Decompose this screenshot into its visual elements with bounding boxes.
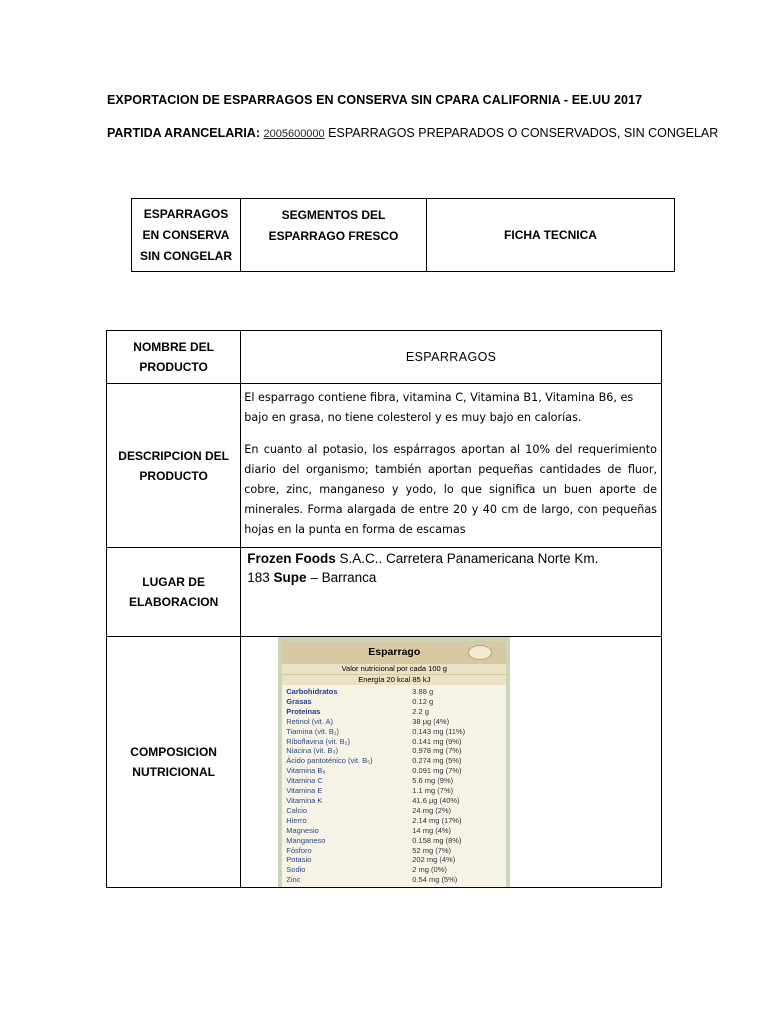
- nutrition-row: [286, 806, 502, 816]
- address-town: Supe: [273, 570, 307, 585]
- nutrient-value: 38 μg (4%): [412, 716, 450, 726]
- nutrient-value: 2.14 mg (17%): [412, 815, 462, 825]
- summary-col1-line3: SIN CONGELAR: [139, 248, 232, 263]
- nutrient-value: 52 mg (7%): [412, 845, 452, 855]
- nutrient-name: Vitamina B₆: [286, 766, 326, 776]
- description-paragraph-2: En cuanto al potasio, los espárragos aportan al 10% del requerimiento diario del organismo; también aportan pequeñas cantidades de fluor, cobre, zinc, manganeso y yodo, lo que significa un buen aporte de minerales. Forma alargada de entre 20 y 40 cm de largo, con pequeñas hojas en la punta en forma de escamas: [244, 443, 657, 536]
- summary-col2-line1: SEGMENTOS DEL: [281, 208, 386, 222]
- nutrient-name: Calcio: [286, 805, 308, 815]
- document-title: EXPORTACION DE ESPARRAGOS EN CONSERVA SIN CPARA CALIFORNIA - EE.UU 2017: [107, 93, 643, 107]
- place-label-line1: LUGAR DE: [142, 575, 205, 589]
- address-rest: – Barranca: [306, 570, 377, 585]
- plate-icon: [468, 645, 492, 660]
- nutrient-value: 0.143 mg (11%): [412, 726, 466, 736]
- nutrition-row: [286, 865, 502, 875]
- nutrient-value: 0.274 mg (5%): [412, 756, 462, 766]
- nutrient-name: Zinc: [286, 875, 301, 885]
- nutrition-row: [286, 687, 502, 697]
- nutrient-name: Magnesio: [286, 825, 319, 835]
- nutrition-label-line1: COMPOSICION: [130, 745, 217, 759]
- summary-cell-segmentos: [241, 199, 427, 272]
- nutrition-row: [286, 846, 502, 856]
- nutrition-row: [286, 816, 502, 826]
- nutrient-value: 14 mg (4%): [412, 825, 452, 835]
- nutrient-name: Vitamina K: [286, 795, 323, 805]
- nutrition-label-line2: NUTRICIONAL: [132, 765, 215, 779]
- nutrition-row: [286, 727, 502, 737]
- nutrition-infobox-image: [278, 637, 510, 887]
- nutrition-row: [286, 875, 502, 885]
- address-km: 183: [247, 570, 274, 585]
- nutrition-row: [286, 766, 502, 776]
- nutrient-name: Ácido pantoténico (vit. B₅): [286, 756, 373, 766]
- nutrient-name: Grasas: [286, 696, 312, 706]
- product-name-value: ESPARRAGOS: [241, 331, 662, 384]
- nutrition-row: [286, 746, 502, 756]
- nutrition-infobox-subtitle-1: Valor nutricional por cada 100 g: [282, 663, 506, 674]
- product-name-label-line1: NOMBRE DEL: [133, 340, 214, 354]
- nutrition-infobox-title: Esparrago: [368, 646, 421, 658]
- nutrition-row: [286, 707, 502, 717]
- nutrition-row: [286, 737, 502, 747]
- nutrient-name: Riboflavina (vit. B₂): [286, 736, 351, 746]
- place-label: [107, 548, 241, 637]
- nutrient-value: 0.141 mg (9%): [412, 736, 462, 746]
- summary-table: [131, 198, 675, 272]
- nutrient-value: 0.978 mg (7%): [412, 746, 462, 756]
- summary-col1-line1: ESPARRAGOS: [143, 206, 229, 221]
- nutrient-name: Carbohidratos: [286, 687, 338, 696]
- nutrition-row: [286, 756, 502, 766]
- summary-col2-line2: ESPARRAGO FRESCO: [268, 229, 399, 243]
- description-paragraph-1: El esparrago contiene fibra, vitamina C, Vitamina B1, Vitamina B6, es bajo en grasa, no tiene colesterol y es muy bajo en calorías.: [244, 391, 634, 424]
- nutrient-name: Potasio: [286, 855, 312, 865]
- nutrition-row: [286, 855, 502, 865]
- nutrient-name: Tiamina (vit. B₁): [286, 726, 339, 736]
- nutrient-name: Niacina (vit. B₃): [286, 746, 339, 756]
- nutrient-name: Fósforo: [286, 845, 312, 855]
- nutrition-value-cell: [241, 637, 662, 888]
- nutrition-infobox-header: [282, 641, 506, 663]
- summary-cell-conserva: [132, 199, 241, 272]
- nutrient-name: Manganeso: [286, 835, 326, 845]
- company-name: Frozen Foods: [247, 551, 336, 566]
- nutrient-name: Hierro: [286, 815, 307, 825]
- product-name-label: [107, 331, 241, 384]
- summary-col1-line2: EN CONSERVA: [142, 227, 230, 242]
- nutrition-row: [286, 796, 502, 806]
- nutrition-row: [286, 836, 502, 846]
- nutrient-value: 0.12 g: [412, 696, 434, 706]
- nutrient-value: 2 mg (0%): [412, 865, 447, 875]
- tariff-code[interactable]: 2005600000: [263, 128, 325, 140]
- nutrient-value: 0.158 mg (8%): [412, 835, 462, 845]
- nutrient-value: 0.54 mg (5%): [412, 875, 458, 885]
- product-name-label-line2: PRODUCTO: [139, 360, 208, 374]
- nutrition-row: [286, 786, 502, 796]
- nutrition-row: [286, 776, 502, 786]
- nutrient-value: 5.6 mg (9%): [412, 776, 454, 786]
- tariff-label: PARTIDA ARANCELARIA:: [107, 126, 260, 140]
- nutrient-value: 1.1 mg (7%): [412, 786, 454, 796]
- nutrition-row: [286, 717, 502, 727]
- nutrition-label: [107, 637, 241, 888]
- nutrition-rows: [282, 685, 506, 885]
- nutrient-value: 0.091 mg (7%): [412, 766, 462, 776]
- place-value: [241, 548, 662, 637]
- nutrition-row: [286, 826, 502, 836]
- tariff-description: ESPARRAGOS PREPARADOS O CONSERVADOS, SIN CONGELAR: [328, 126, 719, 140]
- nutrition-infobox-subtitle-2: Energía 20 kcal 85 kJ: [282, 674, 506, 685]
- nutrient-name: Proteínas: [286, 706, 321, 716]
- company-address: S.A.C.. Carretera Panamericana Norte Km.: [335, 551, 599, 566]
- nutrient-value: 202 mg (4%): [412, 855, 456, 865]
- place-label-line2: ELABORACION: [128, 595, 219, 609]
- description-label-line2: PRODUCTO: [139, 468, 208, 483]
- nutrient-value: 24 mg (2%): [412, 805, 452, 815]
- nutrient-value: 3.88 g: [412, 687, 434, 696]
- description-label: [107, 384, 241, 548]
- description-value: [241, 384, 662, 548]
- summary-cell-ficha: FICHA TECNICA: [427, 199, 675, 272]
- description-label-line1: DESCRIPCION DEL: [118, 448, 229, 463]
- nutrient-name: Sodio: [286, 865, 306, 875]
- nutrient-name: Vitamina C: [286, 776, 323, 786]
- nutrient-name: Vitamina E: [286, 786, 323, 796]
- nutrient-value: 41.6 μg (40%): [412, 795, 460, 805]
- nutrient-name: Retinol (vit. A): [286, 716, 333, 726]
- tariff-line: [107, 126, 718, 140]
- nutrient-value: 2.2 g: [412, 706, 429, 716]
- spec-table: [106, 330, 662, 888]
- nutrition-row: [286, 697, 502, 707]
